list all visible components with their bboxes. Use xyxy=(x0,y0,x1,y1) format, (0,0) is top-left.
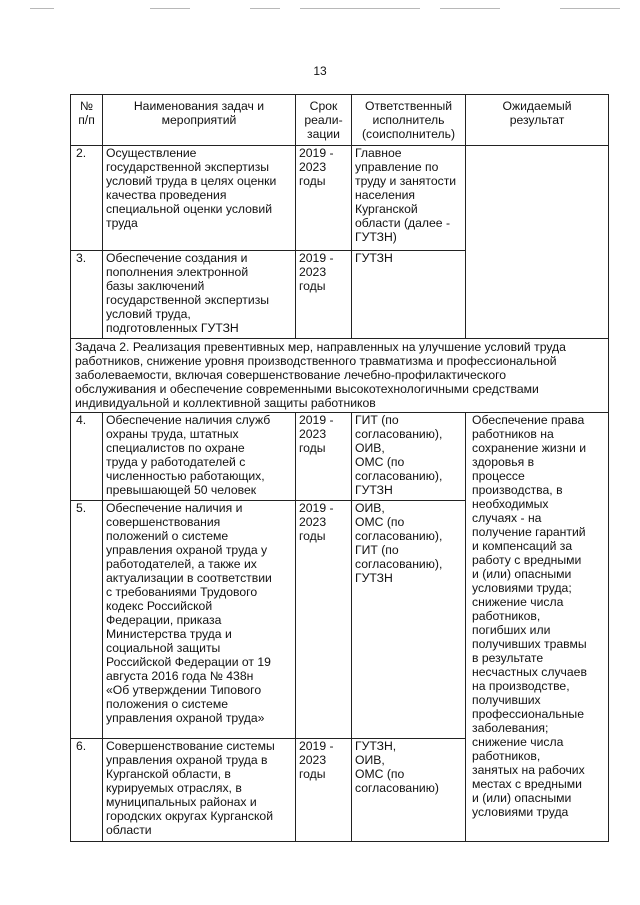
row-number: 3. xyxy=(71,251,103,339)
scan-artifact-line xyxy=(300,8,420,9)
scan-artifact-line xyxy=(250,8,280,9)
scan-artifact-line xyxy=(30,8,54,9)
header-task-name: Наименования задач и мероприятий xyxy=(103,95,296,146)
row-executor: ГУТЗН, ОИВ, ОМС (по согласованию) xyxy=(352,739,466,842)
task-2-heading: Задача 2. Реализация превентивных мер, направленных на улучшение условий труда работников, снижение уровня производственного травматизма и профессиональной заболеваемости, включая совершенствование лечебно-профилактического обслуживания и обеспечение современными высокотехнологичными средствами индивидуальной и коллективной защиты работников xyxy=(71,339,609,413)
row-task-name: Обеспечение наличия и совершенствования положений о системе управления охраной труда у работодателей, а также их актуализации в соответствии с требованиями Трудового кодекс Российской Федерации, приказа Министерства труда и социальной защиты Российской Федерации от 19 августа 2016 года № 438н «Об утверждении Типового положения о системе управления охраной труда» xyxy=(103,501,296,739)
table-row xyxy=(71,146,609,251)
row-term: 2019 - 2023 годы xyxy=(296,739,352,842)
row-executor: ГИТ (по согласованию), ОИВ, ОМС (по согласованию), ГУТЗН xyxy=(352,413,466,501)
row-result-empty xyxy=(466,146,609,339)
action-plan-table xyxy=(70,94,609,842)
row-task-name: Обеспечение наличия служб охраны труда, штатных специалистов по охране труда у работодателей с численностью работающих, превышающей 50 человек xyxy=(103,413,296,501)
task-heading-row xyxy=(71,339,609,413)
header-number: № п/п xyxy=(71,95,103,146)
row-task-name: Осуществление государственной экспертизы условий труда в целях оценки качества проведения специальной оценки условий труда xyxy=(103,146,296,251)
row-number: 5. xyxy=(71,501,103,739)
row-task-name: Обеспечение создания и пополнения электронной базы заключений государственной экспертизы условий труда, подготовленных ГУТЗН xyxy=(103,251,296,339)
header-result: Ожидаемый результат xyxy=(466,95,609,146)
row-term: 2019 - 2023 годы xyxy=(296,413,352,501)
table-row xyxy=(71,413,609,501)
row-task-name: Совершенствование системы управления охраной труда в Курганской области, в курируемых отраслях, в муниципальных районах и городских округах Курганской области xyxy=(103,739,296,842)
scan-artifact-line xyxy=(440,8,500,9)
row-executor: Главное управление по труду и занятости населения Курганской области (далее - ГУТЗН) xyxy=(352,146,466,251)
scan-artifact-line xyxy=(560,8,620,9)
page-number: 13 xyxy=(313,64,327,78)
row-term: 2019 - 2023 годы xyxy=(296,251,352,339)
row-executor: ОИВ, ОМС (по согласованию), ГИТ (по согласованию), ГУТЗН xyxy=(352,501,466,739)
scan-artifact-line xyxy=(150,8,190,9)
row-executor: ГУТЗН xyxy=(352,251,466,339)
header-executor: Ответственный исполнитель (соисполнитель) xyxy=(352,95,466,146)
row-term: 2019 - 2023 годы xyxy=(296,146,352,251)
expected-result: Обеспечение права работников на сохранение жизни и здоровья в процессе производства, в необходимых случаях - на получение гарантий и компенсаций за работу с вредными и (или) опасными условиями труда; снижение числа работников, погибших или получивших травмы в результате несчастных случаев на производстве, получивших профессиональные заболевания; снижение числа работников, занятых на рабочих местах с вредными и (или) опасными условиями труда xyxy=(466,413,609,842)
row-number: 6. xyxy=(71,739,103,842)
row-number: 2. xyxy=(71,146,103,251)
row-number: 4. xyxy=(71,413,103,501)
table-header-row xyxy=(71,95,609,146)
row-term: 2019 - 2023 годы xyxy=(296,501,352,739)
header-term: Срок реали- зации xyxy=(296,95,352,146)
